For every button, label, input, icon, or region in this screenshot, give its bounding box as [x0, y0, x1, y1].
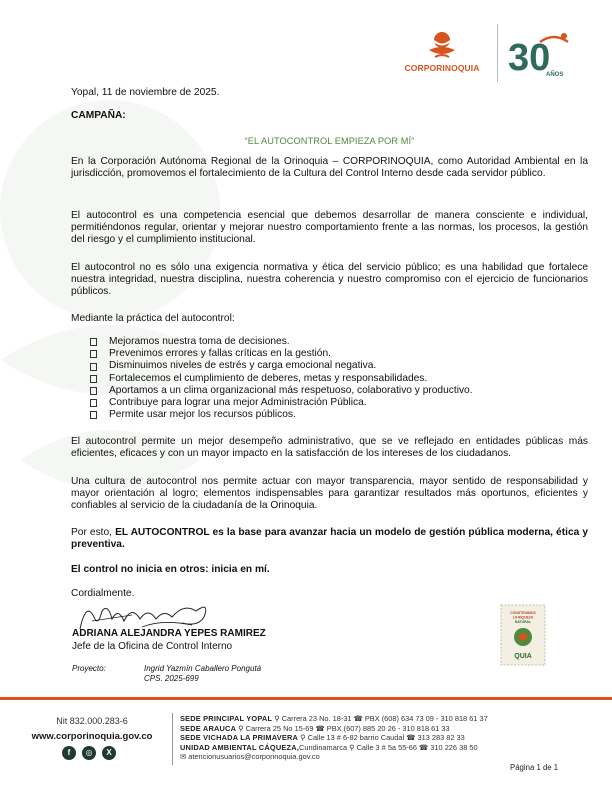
paragraph-practice: Mediante la práctica del autocontrol:	[71, 313, 235, 324]
checkbox-bullet-icon	[90, 375, 97, 383]
signer-name: ADRIANA ALEJANDRA YEPES RAMIREZ	[72, 628, 266, 639]
campaign-heading: CAMPAÑA:	[71, 110, 126, 121]
list-item: Prevenimos errores y fallas críticas en la gestión.	[90, 348, 473, 360]
list-item: Mejoramos nuestra toma de decisiones.	[90, 336, 473, 348]
logo-text: CORPORINOQUIA	[404, 63, 480, 73]
address-line: SEDE VICHADA LA PRIMAVERA ⚲ Calle 13 # 6-82 barrio Caudal ☎ 313 283 82 33	[180, 733, 465, 742]
mail-icon: ✉	[180, 752, 187, 761]
campaign-stamp	[500, 604, 546, 666]
corporinoquia-emblem-icon	[425, 28, 459, 62]
stamp-line-2: LA RIQUEZA	[512, 615, 534, 620]
stamp-line-1: CONSTRUIMOS	[510, 611, 536, 615]
project-author: Ingrid Yazmín Caballero Pongutá	[144, 664, 262, 673]
checkbox-bullet-icon	[90, 363, 97, 371]
list-item: Fortalecemos el cumplimiento de deberes, metas y responsabilidades.	[90, 373, 473, 385]
address-line: SEDE ARAUCA ⚲ Carrera 25 No 15-69 ☎ PBX (607) 885 20 26 - 310 818 61 33	[180, 723, 450, 733]
website-link[interactable]: www.corporinoquia.gov.co	[31, 731, 153, 742]
checkbox-bullet-icon	[90, 411, 97, 419]
x-icon[interactable]: X	[102, 746, 116, 760]
location-pin-icon: ⚲	[300, 733, 306, 742]
list-item: Permite usar mejor los recursos públicos.	[90, 409, 473, 421]
instagram-icon[interactable]: ◎	[82, 746, 96, 760]
closing-salutation: Cordialmente.	[71, 588, 135, 599]
checkbox-bullet-icon	[90, 338, 97, 346]
stamp-bottom: QUIA	[514, 653, 532, 660]
list-item: Aportamos a un clima organizacional más respetuoso, colaborativo y productivo.	[90, 385, 473, 397]
email-line[interactable]: ✉ atencionusuarios@corporinoquia.gov.co	[180, 752, 320, 761]
social-links	[62, 746, 116, 760]
letter-date: Yopal, 11 de noviembre de 2025.	[71, 87, 220, 98]
paragraph-performance: El autocontrol permite un mejor desempeño administrativo, que se ve reflejado en entidades públicas más eficientes, eficaces y con un mayor impacto en la satisfacción de los intereses de los ciudadanos.	[71, 436, 588, 459]
anniversary-number: 30	[508, 37, 551, 79]
anniversary-label: AÑOS	[546, 72, 564, 78]
location-pin-icon: ⚲	[274, 714, 280, 723]
closing-slogan: El control no inicia en otros: inicia en mí.	[71, 564, 270, 575]
corporinoquia-logo	[396, 28, 488, 82]
paragraph-culture: Una cultura de autocontrol nos permite actuar con mayor transparencia, mayor sentido de responsabilidad y mayor orientación al logro; elementos indispensables para garantizar resultados más oportunos, eficientes y confiables al servicio de la ciudadanía de la Orinoquia.	[71, 476, 588, 511]
nit-number: Nit 832.000.283-6	[56, 716, 128, 726]
checkbox-bullet-icon	[90, 399, 97, 407]
page-number: Página 1 de 1	[510, 763, 559, 772]
benefits-list	[90, 336, 473, 421]
list-item: Disminuimos niveles de estrés y carga emocional negativa.	[90, 360, 473, 372]
project-cps: CPS. 2025-699	[144, 674, 199, 683]
paragraph-intro: En la Corporación Autónoma Regional de la Orinoquia – CORPORINOQUIA, como Autoridad Ambiental en la jurisdicción, promovemos el fortalecimiento de la Cultura del Control Interno desde cada servidor público.	[71, 156, 588, 179]
anniversary-logo	[506, 26, 576, 84]
project-label: Proyecto:	[72, 664, 106, 673]
address-line: UNIDAD AMBIENTAL CÁQUEZA,Cundinamarca ⚲ Calle 3 # 5a 55-66 ☎ 310 226 38 50	[180, 742, 478, 752]
checkbox-bullet-icon	[90, 350, 97, 358]
location-pin-icon: ⚲	[238, 723, 244, 733]
paragraph-competence: El autocontrol es una competencia esencial que debemos desarrollar de manera consciente e individual, permitiéndonos regular, orientar y mejorar nuestro comportamiento frente a las normas, los procesos, la gestión del riesgo y el cumplimiento institucional.	[71, 210, 588, 245]
paragraph-conclusion: Por esto, EL AUTOCONTROL es la base para avanzar hacia un modelo de gestión pública moderna, ética y preventiva.	[71, 527, 588, 550]
list-item: Contribuye para lograr una mejor Administración Pública.	[90, 397, 473, 409]
signer-role: Jefe de la Oficina de Control Interno	[72, 641, 233, 652]
address-line: SEDE PRINCIPAL YOPAL ⚲ Carrera 23 No. 18-31 ☎ PBX (608) 634 73 09 - 310 818 61 37	[180, 714, 488, 723]
facebook-icon[interactable]: f	[62, 746, 76, 760]
paragraph-ethics: El autocontrol no es sólo una exigencia normativa y ética del servicio público; es una habilidad que fortalece nuestra integridad, nuestra disciplina, nuestra coherencia y nuestro compromiso con el ejercicio de funcionarios públicos.	[71, 262, 588, 297]
stamp-line-3: NATURAL	[514, 620, 532, 624]
footer-addresses	[180, 714, 488, 762]
footer-vertical-divider	[172, 713, 173, 765]
header-divider	[497, 24, 498, 82]
checkbox-bullet-icon	[90, 387, 97, 395]
project-info	[72, 664, 261, 684]
campaign-title: “EL AUTOCONTROL EMPIEZA POR MÍ”	[244, 136, 415, 146]
footer-divider	[0, 697, 612, 700]
